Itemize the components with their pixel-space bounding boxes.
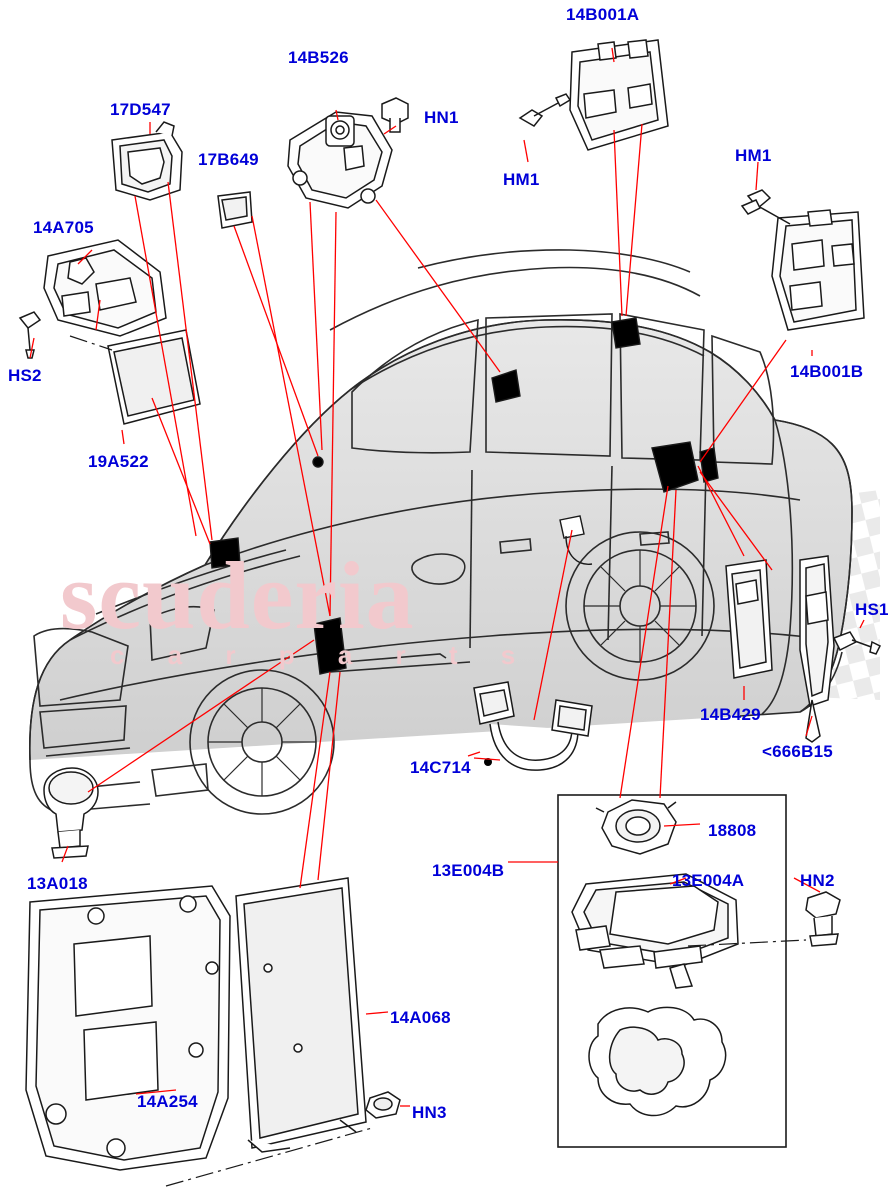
part-label-17b649[interactable]: 17B649 xyxy=(198,150,259,169)
part-label-17d547[interactable]: 17D547 xyxy=(110,100,171,119)
part-label-hn3[interactable]: HN3 xyxy=(412,1103,447,1122)
part-14B001A xyxy=(520,40,668,150)
part-label-hn2[interactable]: HN2 xyxy=(800,871,835,890)
fastener-HS2 xyxy=(20,312,40,358)
part-label-hs1[interactable]: HS1 xyxy=(855,600,889,619)
part-18808 xyxy=(596,800,676,854)
part-17D547 xyxy=(112,122,182,200)
part-label-18808[interactable]: 18808 xyxy=(708,821,757,840)
part-label-14a254[interactable]: 14A254 xyxy=(137,1092,198,1111)
part-label-13a018[interactable]: 13A018 xyxy=(27,874,88,893)
part-label-14b001a[interactable]: 14B001A xyxy=(566,5,640,24)
part-label-14a068[interactable]: 14A068 xyxy=(390,1008,451,1027)
part-label-14b526[interactable]: 14B526 xyxy=(288,48,349,67)
fastener-HN3 xyxy=(366,1092,400,1118)
part-label-hn1[interactable]: HN1 xyxy=(424,108,459,127)
part-label-hm1-left[interactable]: HM1 xyxy=(503,170,540,189)
watermark-primary: scuderia xyxy=(60,542,415,649)
part-13E004A xyxy=(572,874,738,1116)
part-label-13e004b[interactable]: 13E004B xyxy=(432,861,505,880)
part-14A068 xyxy=(236,878,366,1152)
part-label-13e004a[interactable]: 13E004A xyxy=(672,871,745,890)
watermark-secondary: c a r p a r t s xyxy=(110,640,534,670)
part-label-666b15[interactable]: <666B15 xyxy=(762,742,833,761)
part-label-14b001b[interactable]: 14B001B xyxy=(790,362,864,381)
part-label-14a705[interactable]: 14A705 xyxy=(33,218,94,237)
hn2-fastener xyxy=(806,892,840,946)
part-label-19a522[interactable]: 19A522 xyxy=(88,452,149,471)
part-14B001B xyxy=(742,190,864,330)
part-label-hm1-right[interactable]: HM1 xyxy=(735,146,772,165)
part-17B649 xyxy=(218,192,252,228)
part-label-hs2[interactable]: HS2 xyxy=(8,366,42,385)
part-19A522 xyxy=(108,330,200,424)
part-label-14b429[interactable]: 14B429 xyxy=(700,705,761,724)
part-label-14c714[interactable]: 14C714 xyxy=(410,758,471,777)
fastener-HM1-left xyxy=(520,94,570,126)
part-13A018 xyxy=(44,768,98,858)
part-14A254 xyxy=(26,886,230,1170)
part-14B429 xyxy=(726,560,772,678)
part-14B526 xyxy=(288,98,408,208)
vehicle-outline xyxy=(30,250,852,814)
